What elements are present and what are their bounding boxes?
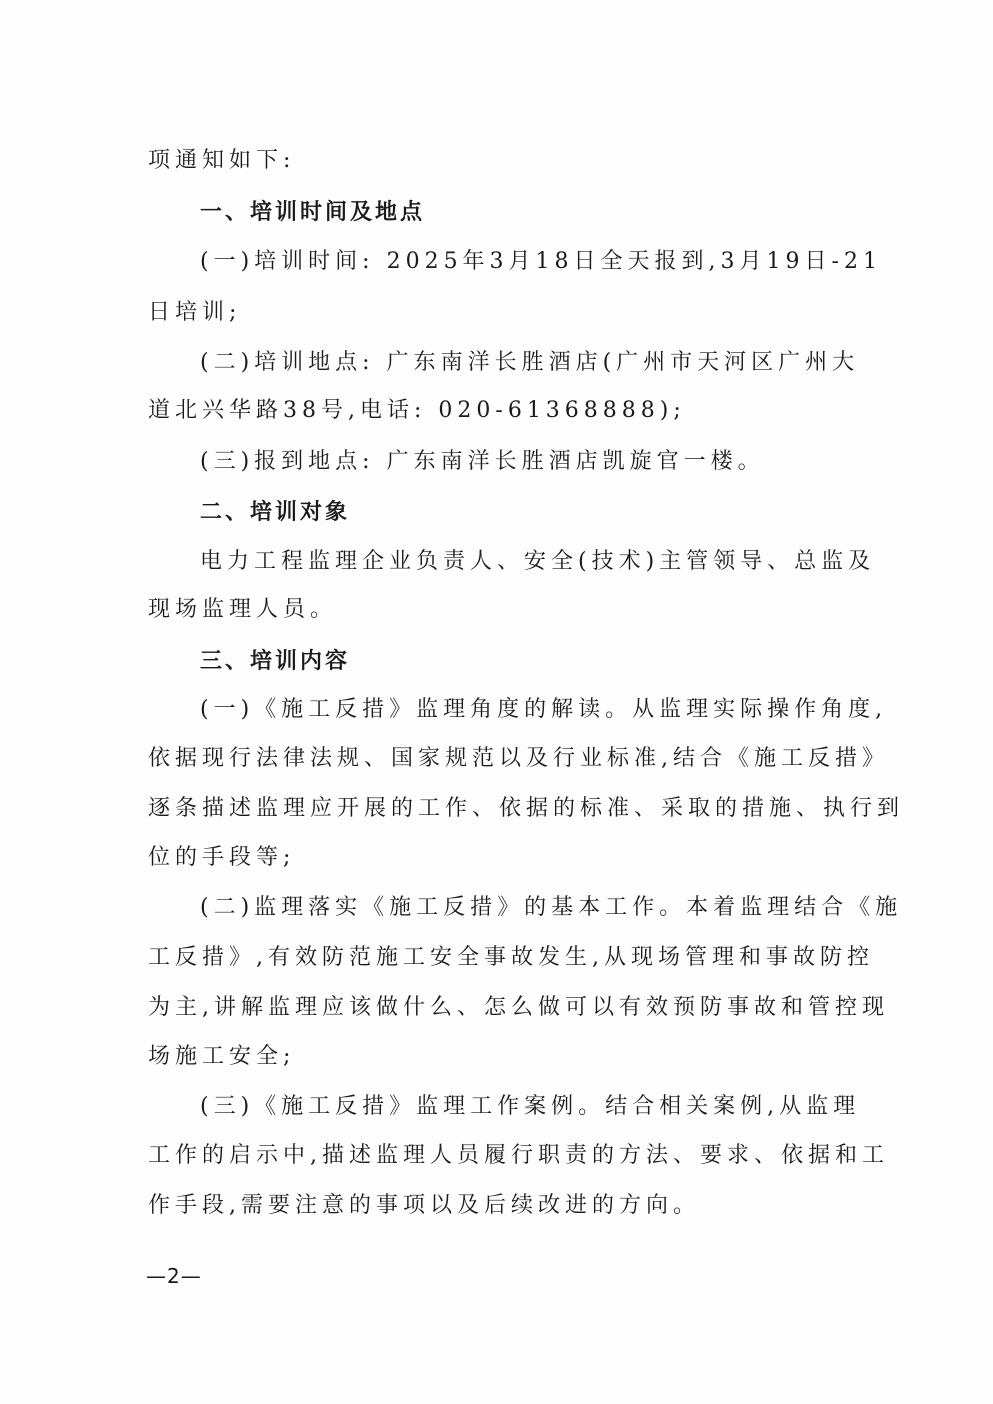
body-text-line: (一)培训时间: 2025年3月18日全天报到,3月19日-21 <box>200 249 882 274</box>
body-text-line: 工作的启示中,描述监理人员履行职责的方法、要求、依据和工 <box>148 1143 889 1168</box>
body-text-line: 项通知如下: <box>148 148 296 173</box>
body-text-line: 逐条描述监理应开展的工作、依据的标准、采取的措施、执行到 <box>148 796 905 821</box>
section-heading-3: 三、培训内容 <box>200 649 351 674</box>
page-number: —2— <box>146 1264 202 1288</box>
body-text-line: (三)报到地点: 广东南洋长胜酒店凯旋官一楼。 <box>200 449 765 474</box>
body-text-line: 为主,讲解监理应该做什么、怎么做可以有效预防事故和管控现 <box>148 995 889 1020</box>
body-text-line: 作手段,需要注意的事项以及后续改进的方向。 <box>148 1193 700 1218</box>
body-text-line: (三)《施工反措》监理工作案例。结合相关案例,从监理 <box>200 1094 861 1119</box>
body-text-line: 电力工程监理企业负责人、安全(技术)主管领导、总监及 <box>200 549 876 574</box>
body-text-line: (二)监理落实《施工反措》的基本工作。本着监理结合《施 <box>200 895 903 920</box>
body-text-line: 位的手段等; <box>148 845 296 870</box>
section-heading-1: 一、培训时间及地点 <box>200 200 426 225</box>
body-text-line: 依据现行法律法规、国家规范以及行业标准,结合《施工反措》 <box>148 746 889 771</box>
body-text-line: (二)培训地点: 广东南洋长胜酒店(广州市天河区广州大 <box>200 350 860 375</box>
body-text-line: (一)《施工反措》监理角度的解读。从监理实际操作角度, <box>200 697 888 722</box>
body-text-line: 道北兴华路38号,电话: 020-61368888); <box>148 398 686 423</box>
body-text-line: 场施工安全; <box>148 1044 296 1069</box>
body-text-line: 现场监理人员。 <box>148 597 338 622</box>
body-text-line: 日培训; <box>148 300 242 325</box>
section-heading-2: 二、培训对象 <box>200 500 351 525</box>
body-text-line: 工反措》,有效防范施工安全事故发生,从现场管理和事故防控 <box>148 945 874 970</box>
